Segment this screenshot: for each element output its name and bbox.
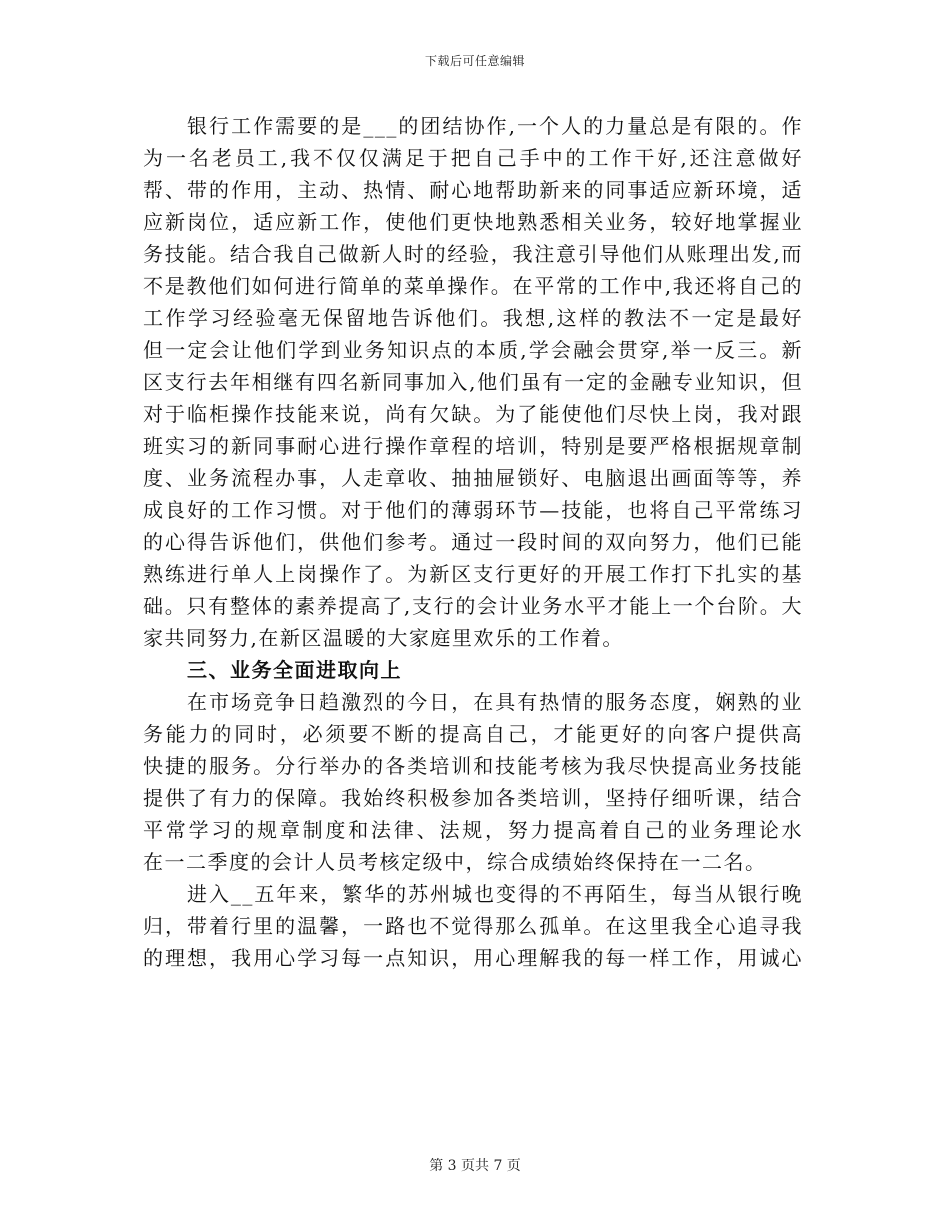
- page-footer: 第 3 页共 7 页: [429, 1158, 521, 1174]
- text-line: 班实习的新同事耐心进行操作章程的培训，特别是要严格根据规章制: [143, 434, 803, 458]
- text-line: 家共同努力,在新区温暖的大家庭里欢乐的工作着。: [143, 626, 624, 650]
- text-line: 进入__五年来，繁华的苏州城也变得的不再陌生，每当从银行晚: [187, 882, 803, 906]
- text-line: 对于临柜操作技能来说，尚有欠缺。为了能使他们尽快上岗，我对跟: [143, 402, 803, 426]
- document-body: [143, 110, 803, 974]
- text-line: 的理想，我用心学习每一点知识，用心理解我的每一样工作，用诚心: [143, 946, 803, 970]
- text-line: 帮、带的作用，主动、热情、耐心地帮助新来的同事适应新环境，适: [143, 178, 803, 202]
- paragraph-business-progress: [143, 686, 803, 878]
- text-line: 度、业务流程办事，人走章收、抽抽屉锁好、电脑退出画面等等，养: [143, 466, 803, 490]
- text-line: 不是教他们如何进行简单的菜单操作。在平常的工作中,我还将自己的: [143, 274, 803, 298]
- text-line: 为一名老员工,我不仅仅满足于把自己手中的工作干好,还注意做好: [143, 146, 803, 170]
- text-line: 提供了有力的保障。我始终积极参加各类培训，坚持仔细听课，结合: [143, 786, 803, 810]
- text-line: 工作学习经验毫无保留地告诉他们。我想,这样的教法不一定是最好: [143, 306, 803, 330]
- text-line: 平常学习的规章制度和法律、法规，努力提高着自己的业务理论水: [143, 818, 803, 842]
- text-line: 成良好的工作习惯。对于他们的薄弱环节—技能，也将自己平常练习: [143, 498, 803, 522]
- text-line: 础。只有整体的素养提高了,支行的会计业务水平才能上一个台阶。大: [143, 594, 803, 618]
- text-line: 但一定会让他们学到业务知识点的本质,学会融会贯穿,举一反三。新: [143, 338, 803, 362]
- section-heading: 三、业务全面进取向上: [187, 658, 402, 682]
- text-line: 区支行去年相继有四名新同事加入,他们虽有一定的金融专业知识，但: [143, 370, 803, 394]
- text-line: 务技能。结合我自己做新人时的经验，我注意引导他们从账理出发,而: [143, 242, 803, 266]
- text-line: 熟练进行单人上岗操作了。为新区支行更好的开展工作打下扎实的基: [143, 562, 803, 586]
- text-line: 在一二季度的会计人员考核定级中，综合成绩始终保持在一二名。: [143, 850, 767, 874]
- text-line: 归，带着行里的温馨，一路也不觉得那么孤单。在这里我全心追寻我: [143, 914, 803, 938]
- page-header: 下载后可任意编辑: [424, 54, 525, 68]
- text-line: 快捷的服务。分行举办的各类培训和技能考核为我尽快提高业务技能: [143, 754, 803, 778]
- text-line: 务能力的同时，必须要不断的提高自己，才能更好的向客户提供高: [143, 722, 803, 746]
- text-line: 在市场竞争日趋激烈的今日，在具有热情的服务态度，娴熟的业: [187, 690, 803, 714]
- text-line: 银行工作需要的是___的团结协作,一个人的力量总是有限的。作: [187, 114, 803, 138]
- paragraph-teamwork: [143, 110, 803, 654]
- text-line: 的心得告诉他们，供他们参考。通过一段时间的双向努力，他们已能: [143, 530, 803, 554]
- text-line: 应新岗位，适应新工作，使他们更快地熟悉相关业务，较好地掌握业: [143, 210, 803, 234]
- paragraph-suzhou: [143, 878, 803, 974]
